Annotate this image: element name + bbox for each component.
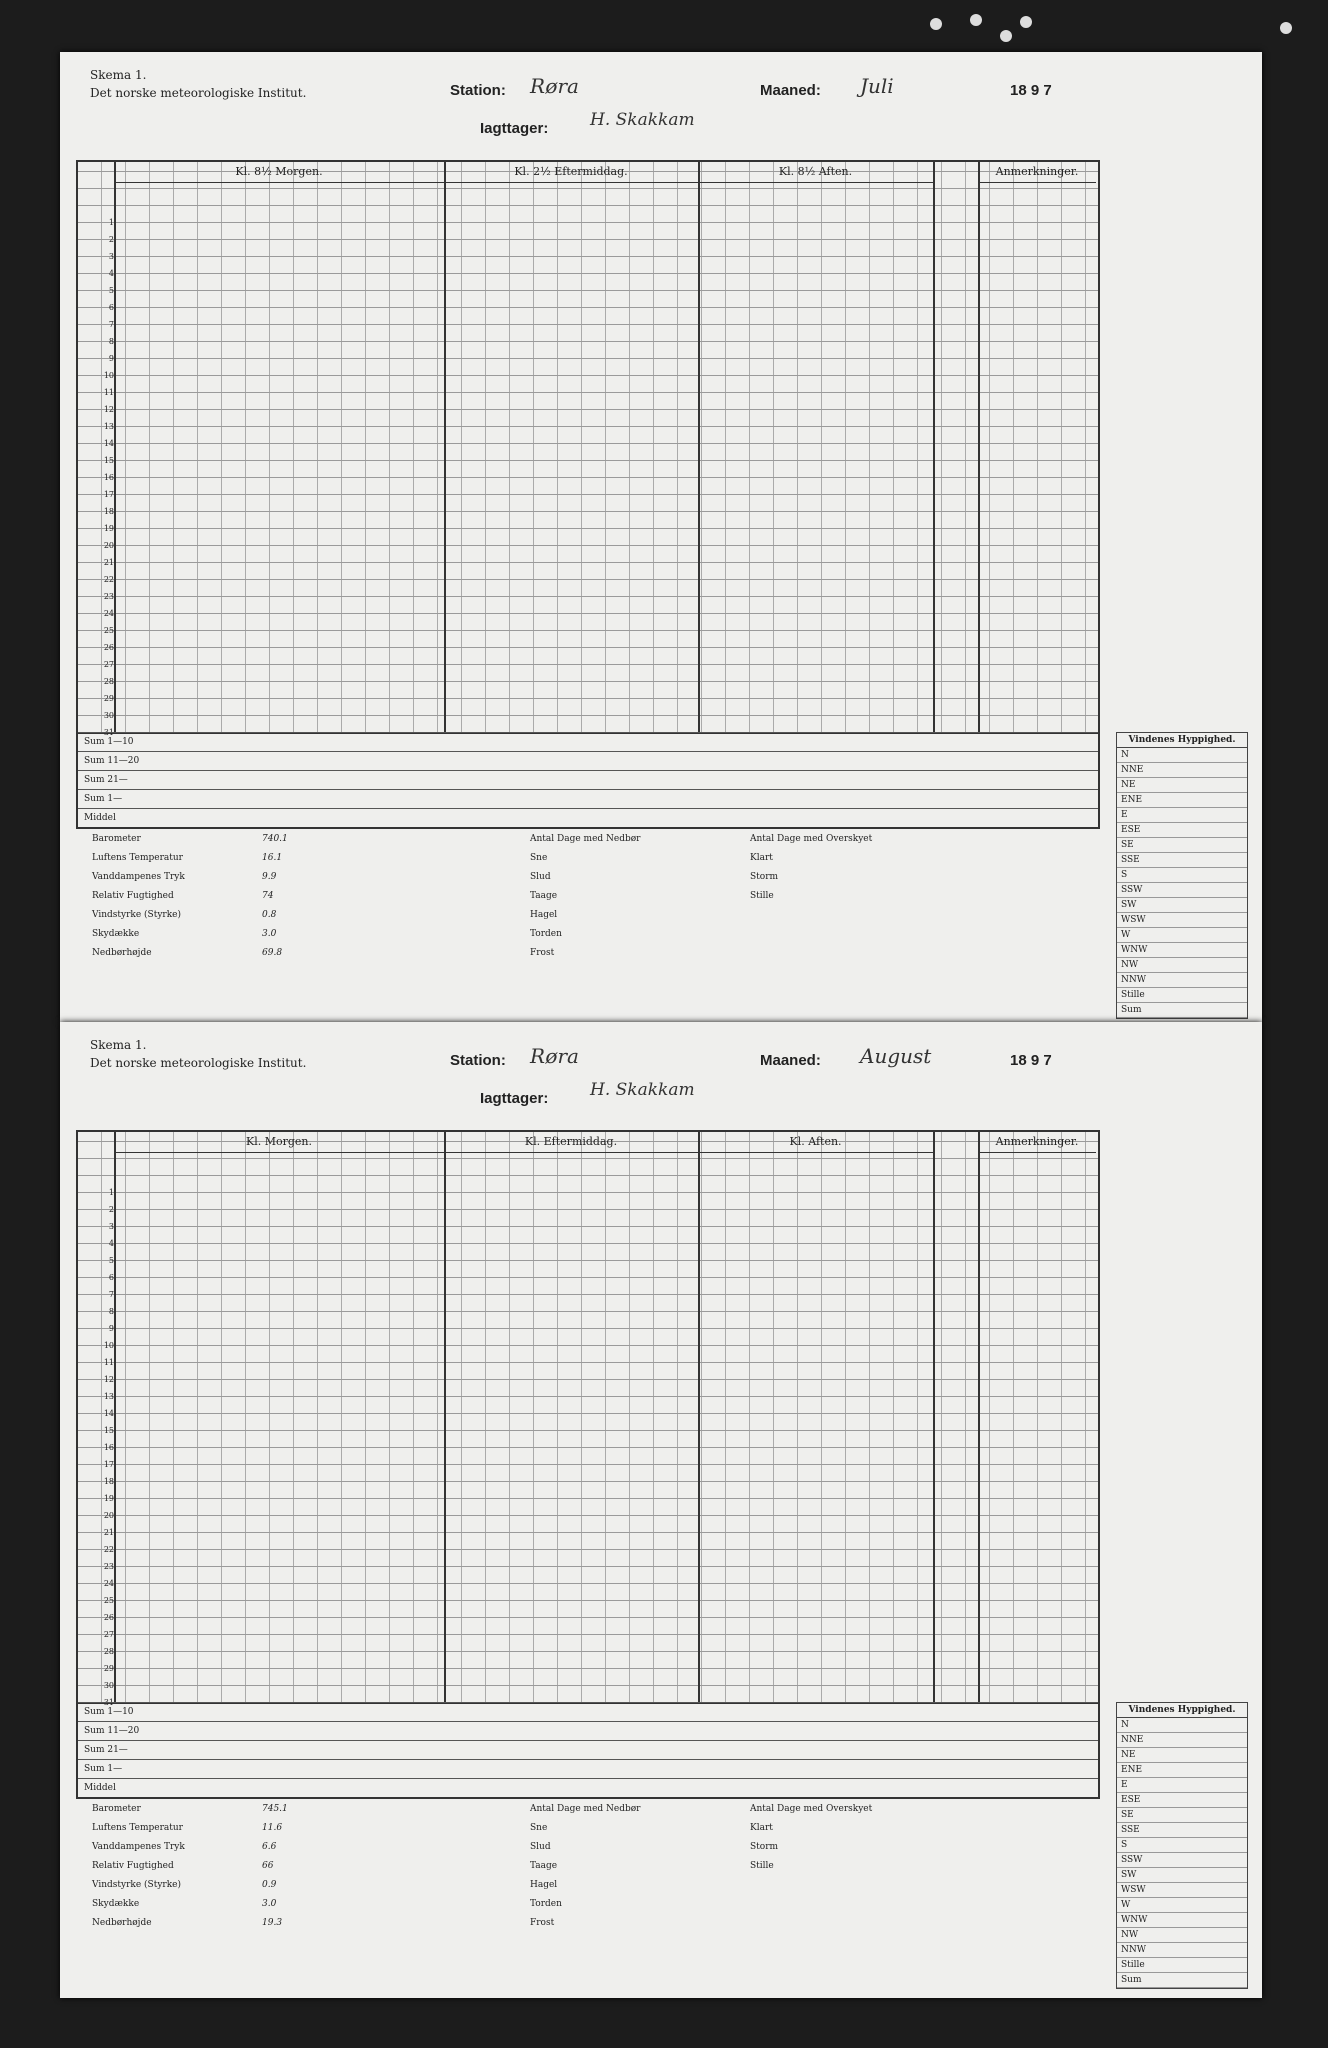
stat-label: Relativ Fugtighed bbox=[92, 1861, 174, 1871]
day-number: 6 bbox=[108, 1273, 114, 1282]
day-number: 10 bbox=[103, 1341, 114, 1350]
stat-label: Nedbørhøjde bbox=[92, 1918, 152, 1928]
station-label: Station: bbox=[450, 82, 506, 99]
count-label: Taage bbox=[530, 1861, 558, 1871]
wind-direction: SSE bbox=[1117, 1823, 1247, 1838]
day-number: 15 bbox=[103, 1426, 114, 1435]
stat-row bbox=[92, 1819, 302, 1838]
month-value: August bbox=[860, 1044, 932, 1068]
wind-title: Vindenes Hyppighed. bbox=[1117, 1703, 1247, 1718]
count-label: Slud bbox=[530, 1842, 551, 1852]
stat-label: Skydække bbox=[92, 929, 140, 939]
stat-value: 69.8 bbox=[262, 948, 283, 958]
column-divider bbox=[698, 162, 700, 732]
paper-tear bbox=[1020, 16, 1032, 28]
wind-direction: NNW bbox=[1117, 973, 1247, 988]
column-divider bbox=[933, 162, 935, 732]
stat-value: 6.6 bbox=[262, 1842, 277, 1852]
day-number: 7 bbox=[108, 320, 114, 329]
count-label: Sne bbox=[530, 1823, 548, 1833]
day-number: 3 bbox=[108, 252, 114, 261]
section-header: Kl. 8½ Morgen. bbox=[114, 162, 444, 183]
july-sheet bbox=[60, 52, 1262, 1022]
day-number: 18 bbox=[103, 507, 114, 516]
stat-label: Vanddampenes Tryk bbox=[92, 872, 185, 882]
day-number: 12 bbox=[103, 405, 114, 414]
count-label: Frost bbox=[530, 1918, 555, 1928]
wind-direction: SW bbox=[1117, 898, 1247, 913]
year-label: 18 9 7 bbox=[1010, 82, 1052, 99]
summary-rows bbox=[76, 732, 1100, 829]
summary-row: Sum 11—20 bbox=[78, 1721, 1098, 1740]
stat-row bbox=[92, 906, 302, 925]
monthly-stats bbox=[92, 830, 302, 963]
wind-frequency-table bbox=[1116, 1702, 1248, 1989]
section-header: Kl. 8½ Aften. bbox=[698, 162, 933, 183]
wind-direction: NNW bbox=[1117, 1943, 1247, 1958]
observer-label: Iagttager: bbox=[480, 120, 549, 137]
cloud-day-counts bbox=[750, 830, 872, 906]
column-divider bbox=[933, 1132, 935, 1702]
day-number: 17 bbox=[103, 490, 114, 499]
cloud-label: Stille bbox=[750, 891, 774, 901]
day-number: 24 bbox=[103, 1579, 114, 1588]
paper-tear bbox=[930, 18, 942, 30]
summary-row: Sum 1—10 bbox=[78, 1702, 1098, 1721]
stat-value: 745.1 bbox=[262, 1804, 288, 1814]
cloud-label: Storm bbox=[750, 872, 779, 882]
day-number: 29 bbox=[103, 1664, 114, 1673]
stat-value: 9.9 bbox=[262, 872, 277, 882]
cloud-label: Antal Dage med Overskyet bbox=[750, 1804, 873, 1814]
stat-label: Relativ Fugtighed bbox=[92, 891, 174, 901]
stat-row bbox=[92, 868, 302, 887]
stat-value: 3.0 bbox=[262, 929, 277, 939]
count-label: Torden bbox=[530, 1899, 562, 1909]
wind-direction: SSW bbox=[1117, 883, 1247, 898]
wind-title: Vindenes Hyppighed. bbox=[1117, 733, 1247, 748]
day-number: 19 bbox=[103, 1494, 114, 1503]
wind-direction: S bbox=[1117, 1838, 1247, 1853]
wind-direction: W bbox=[1117, 1898, 1247, 1913]
stat-label: Vindstyrke (Styrke) bbox=[92, 1880, 182, 1890]
institute-name: Det norske meteorologiske Institut. bbox=[90, 1056, 307, 1070]
day-number: 1 bbox=[108, 218, 114, 227]
summary-row: Sum 1— bbox=[78, 789, 1098, 808]
stat-label: Luftens Temperatur bbox=[92, 1823, 183, 1833]
day-number: 18 bbox=[103, 1477, 114, 1486]
day-number: 27 bbox=[103, 660, 114, 669]
monthly-stats bbox=[92, 1800, 302, 1933]
institute-name: Det norske meteorologiske Institut. bbox=[90, 86, 307, 100]
summary-rows bbox=[76, 1702, 1100, 1799]
stat-label: Vindstyrke (Styrke) bbox=[92, 910, 182, 920]
wind-direction: WNW bbox=[1117, 943, 1247, 958]
section-header: Kl. Aften. bbox=[698, 1132, 933, 1153]
observer-label: Iagttager: bbox=[480, 1090, 549, 1107]
wind-direction: E bbox=[1117, 1778, 1247, 1793]
stat-row bbox=[92, 1876, 302, 1895]
day-number: 26 bbox=[103, 1613, 114, 1622]
cloud-label: Antal Dage med Overskyet bbox=[750, 834, 873, 844]
stat-row bbox=[92, 830, 302, 849]
count-label: Antal Dage med Nedbør bbox=[530, 834, 641, 844]
wind-direction: WSW bbox=[1117, 913, 1247, 928]
wind-direction: Sum bbox=[1117, 1003, 1247, 1018]
wind-direction: ESE bbox=[1117, 1793, 1247, 1808]
summary-row: Sum 1— bbox=[78, 1759, 1098, 1778]
stat-label: Skydække bbox=[92, 1899, 140, 1909]
observer-value: H. Skakkam bbox=[590, 110, 695, 130]
summary-row: Sum 1—10 bbox=[78, 732, 1098, 751]
day-number: 9 bbox=[108, 1324, 114, 1333]
day-number: 16 bbox=[103, 473, 114, 482]
wind-direction: ENE bbox=[1117, 793, 1247, 808]
stat-row bbox=[92, 1838, 302, 1857]
day-number: 23 bbox=[103, 1562, 114, 1571]
stat-label: Barometer bbox=[92, 1804, 141, 1814]
day-number: 23 bbox=[103, 592, 114, 601]
section-header: Kl. Morgen. bbox=[114, 1132, 444, 1153]
column-divider bbox=[114, 162, 116, 732]
count-label: Slud bbox=[530, 872, 551, 882]
day-number: 10 bbox=[103, 371, 114, 380]
count-label: Frost bbox=[530, 948, 555, 958]
day-number: 26 bbox=[103, 643, 114, 652]
stat-row bbox=[92, 1800, 302, 1819]
cloud-day-counts bbox=[750, 1800, 872, 1876]
station-label: Station: bbox=[450, 1052, 506, 1069]
wind-direction: SE bbox=[1117, 838, 1247, 853]
day-number: 19 bbox=[103, 524, 114, 533]
month-label: Maaned: bbox=[760, 1052, 821, 1069]
stat-value: 3.0 bbox=[262, 1899, 277, 1909]
summary-row: Middel bbox=[78, 808, 1098, 827]
day-number: 25 bbox=[103, 626, 114, 635]
wind-direction: E bbox=[1117, 808, 1247, 823]
section-header: Kl. Eftermiddag. bbox=[444, 1132, 698, 1153]
remarks-header: Anmerkninger. bbox=[978, 162, 1096, 183]
wind-direction: ENE bbox=[1117, 1763, 1247, 1778]
day-number: 8 bbox=[108, 1307, 114, 1316]
column-divider bbox=[444, 1132, 446, 1702]
station-value: Røra bbox=[530, 74, 579, 98]
day-number: 13 bbox=[103, 422, 114, 431]
cloud-label: Klart bbox=[750, 1823, 773, 1833]
count-label: Antal Dage med Nedbør bbox=[530, 1804, 641, 1814]
count-label: Taage bbox=[530, 891, 558, 901]
stat-value: 740.1 bbox=[262, 834, 288, 844]
year-label: 18 9 7 bbox=[1010, 1052, 1052, 1069]
wind-direction: NNE bbox=[1117, 763, 1247, 778]
stat-row bbox=[92, 887, 302, 906]
day-number: 16 bbox=[103, 1443, 114, 1452]
stat-value: 0.9 bbox=[262, 1880, 277, 1890]
schema-label: Skema 1. bbox=[90, 1038, 147, 1052]
count-label: Hagel bbox=[530, 1880, 558, 1890]
remarks-header: Anmerkninger. bbox=[978, 1132, 1096, 1153]
day-number: 30 bbox=[103, 1681, 114, 1690]
day-number: 6 bbox=[108, 303, 114, 312]
day-number: 2 bbox=[108, 1205, 114, 1214]
day-numbers bbox=[78, 1184, 114, 1711]
summary-row: Sum 21— bbox=[78, 770, 1098, 789]
wind-direction: SE bbox=[1117, 1808, 1247, 1823]
cloud-label: Klart bbox=[750, 853, 773, 863]
stat-row bbox=[92, 1857, 302, 1876]
wind-direction: NW bbox=[1117, 958, 1247, 973]
wind-direction: ESE bbox=[1117, 823, 1247, 838]
day-number: 22 bbox=[103, 575, 114, 584]
wind-direction: SSE bbox=[1117, 853, 1247, 868]
observer-value: H. Skakkam bbox=[590, 1080, 695, 1100]
summary-row: Sum 11—20 bbox=[78, 751, 1098, 770]
day-number: 15 bbox=[103, 456, 114, 465]
column-divider bbox=[444, 162, 446, 732]
precip-day-counts bbox=[530, 830, 640, 963]
paper-tear bbox=[970, 14, 982, 26]
day-number: 29 bbox=[103, 694, 114, 703]
day-number: 5 bbox=[108, 1256, 114, 1265]
month-label: Maaned: bbox=[760, 82, 821, 99]
wind-direction: N bbox=[1117, 748, 1247, 763]
day-number: 14 bbox=[103, 439, 114, 448]
stat-row bbox=[92, 1914, 302, 1933]
stat-label: Nedbørhøjde bbox=[92, 948, 152, 958]
summary-row: Middel bbox=[78, 1778, 1098, 1797]
wind-direction: N bbox=[1117, 1718, 1247, 1733]
day-numbers bbox=[78, 214, 114, 741]
day-number: 4 bbox=[108, 269, 114, 278]
stat-row bbox=[92, 925, 302, 944]
day-number: 28 bbox=[103, 1647, 114, 1656]
day-number: 31 bbox=[103, 728, 114, 737]
wind-frequency-table bbox=[1116, 732, 1248, 1019]
stat-value: 11.6 bbox=[262, 1823, 283, 1833]
august-sheet bbox=[60, 1022, 1262, 1998]
stat-label: Vanddampenes Tryk bbox=[92, 1842, 185, 1852]
day-number: 1 bbox=[108, 1188, 114, 1197]
stat-value: 74 bbox=[262, 891, 274, 901]
stat-row bbox=[92, 1895, 302, 1914]
paper-tear bbox=[1280, 22, 1292, 34]
wind-direction: S bbox=[1117, 868, 1247, 883]
day-number: 5 bbox=[108, 286, 114, 295]
summary-row: Sum 21— bbox=[78, 1740, 1098, 1759]
schema-label: Skema 1. bbox=[90, 68, 147, 82]
day-number: 4 bbox=[108, 1239, 114, 1248]
count-label: Hagel bbox=[530, 910, 558, 920]
wind-direction: NE bbox=[1117, 778, 1247, 793]
station-value: Røra bbox=[530, 1044, 579, 1068]
stat-value: 0.8 bbox=[262, 910, 277, 920]
day-number: 24 bbox=[103, 609, 114, 618]
count-label: Sne bbox=[530, 853, 548, 863]
day-number: 3 bbox=[108, 1222, 114, 1231]
column-divider bbox=[978, 1132, 980, 1702]
column-divider bbox=[978, 162, 980, 732]
day-number: 13 bbox=[103, 1392, 114, 1401]
day-number: 21 bbox=[103, 558, 114, 567]
day-number: 20 bbox=[103, 541, 114, 550]
day-number: 14 bbox=[103, 1409, 114, 1418]
day-number: 11 bbox=[103, 1358, 114, 1367]
day-number: 20 bbox=[103, 1511, 114, 1520]
wind-direction: Stille bbox=[1117, 1958, 1247, 1973]
day-number: 17 bbox=[103, 1460, 114, 1469]
stat-label: Luftens Temperatur bbox=[92, 853, 183, 863]
wind-direction: Sum bbox=[1117, 1973, 1247, 1988]
column-divider bbox=[114, 1132, 116, 1702]
day-number: 28 bbox=[103, 677, 114, 686]
stat-value: 16.1 bbox=[262, 853, 283, 863]
month-value: Juli bbox=[860, 74, 894, 98]
section-header: Kl. 2½ Eftermiddag. bbox=[444, 162, 698, 183]
wind-direction: SW bbox=[1117, 1868, 1247, 1883]
observation-grid bbox=[76, 160, 1100, 737]
day-number: 30 bbox=[103, 711, 114, 720]
wind-direction: WSW bbox=[1117, 1883, 1247, 1898]
cloud-label: Storm bbox=[750, 1842, 779, 1852]
cloud-label: Stille bbox=[750, 1861, 774, 1871]
wind-direction: NNE bbox=[1117, 1733, 1247, 1748]
day-number: 25 bbox=[103, 1596, 114, 1605]
wind-direction: W bbox=[1117, 928, 1247, 943]
paper-tear bbox=[1000, 30, 1012, 42]
column-divider bbox=[698, 1132, 700, 1702]
wind-direction: WNW bbox=[1117, 1913, 1247, 1928]
day-number: 27 bbox=[103, 1630, 114, 1639]
day-number: 8 bbox=[108, 337, 114, 346]
stat-value: 66 bbox=[262, 1861, 274, 1871]
wind-direction: Stille bbox=[1117, 988, 1247, 1003]
day-number: 9 bbox=[108, 354, 114, 363]
day-number: 11 bbox=[103, 388, 114, 397]
stat-row bbox=[92, 944, 302, 963]
wind-direction: NW bbox=[1117, 1928, 1247, 1943]
day-number: 22 bbox=[103, 1545, 114, 1554]
count-label: Torden bbox=[530, 929, 562, 939]
day-number: 31 bbox=[103, 1698, 114, 1707]
stat-row bbox=[92, 849, 302, 868]
wind-direction: SSW bbox=[1117, 1853, 1247, 1868]
stat-label: Barometer bbox=[92, 834, 141, 844]
observation-grid bbox=[76, 1130, 1100, 1707]
precip-day-counts bbox=[530, 1800, 640, 1933]
day-number: 12 bbox=[103, 1375, 114, 1384]
day-number: 2 bbox=[108, 235, 114, 244]
stat-value: 19.3 bbox=[262, 1918, 283, 1928]
day-number: 21 bbox=[103, 1528, 114, 1537]
day-number: 7 bbox=[108, 1290, 114, 1299]
wind-direction: NE bbox=[1117, 1748, 1247, 1763]
